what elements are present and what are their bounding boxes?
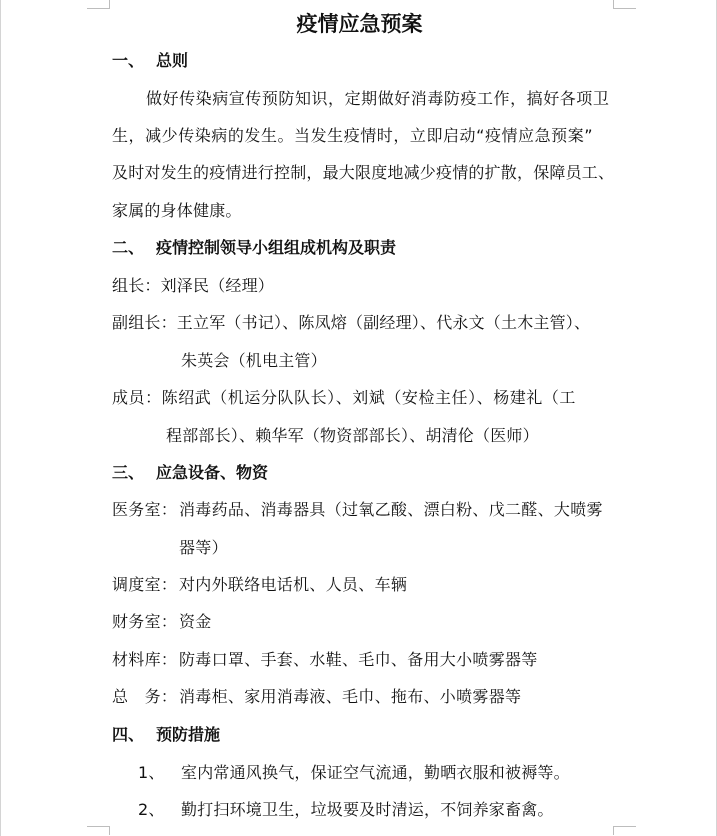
section-2-title: 疫情控制领导小组组成机构及职责	[156, 238, 397, 257]
section-4-number: 四、	[112, 725, 145, 744]
members-line-continued: 程部部长）、赖华军（物资部部长）、胡清伦（医师）	[166, 426, 539, 445]
crop-mark-top-right	[613, 0, 636, 9]
measure-text: 室内常通风换气，保证空气流通，勤晒衣服和被褥等。	[181, 763, 570, 782]
crop-mark-top-left	[87, 0, 110, 9]
resource-label: 医务室：	[112, 500, 178, 519]
resource-value: 消毒柜、家用消毒液、毛巾、拖布、小喷雾器等	[179, 687, 522, 706]
crop-mark-bottom-right	[613, 826, 636, 835]
paragraph-line: 生，减少传染病的发生。当发生疫情时，立即启动“疫情应急预案”	[112, 126, 594, 145]
section-2-number: 二、	[112, 238, 145, 257]
section-1-title: 总则	[156, 51, 189, 70]
measure-index: 1、	[138, 763, 165, 782]
section-4-title: 预防措施	[156, 725, 221, 744]
resource-value: 对内外联络电话机、人员、车辆	[179, 575, 408, 594]
section-3-title: 应急设备、物资	[156, 463, 269, 482]
crop-mark-bottom-left	[87, 826, 110, 835]
members-line: 成员：陈绍武（机运分队队长）、刘斌（安检主任）、杨建礼（工	[112, 388, 576, 407]
resource-label: 总 务：	[112, 687, 178, 706]
section-3-number: 三、	[112, 463, 145, 482]
section-1-number: 一、	[112, 51, 145, 70]
resource-label: 财务室：	[112, 612, 178, 631]
resource-value: 防毒口罩、手套、水鞋、毛巾、备用大小喷雾器等	[179, 650, 538, 669]
resource-value: 资金	[179, 612, 212, 631]
paragraph-line: 做好传染病宣传预防知识，定期做好消毒防疫工作，搞好各项卫	[146, 89, 610, 108]
resource-value: 消毒药品、消毒器具（过氧乙酸、漂白粉、戊二醛、大喷雾	[179, 500, 603, 519]
deputy-line-continued: 朱英会（机电主管）	[181, 351, 327, 370]
resource-label: 调度室：	[112, 575, 178, 594]
section-4-heading	[112, 723, 220, 747]
paragraph-line: 及时对发生的疫情进行控制，最大限度地减少疫情的扩散，保障员工、	[112, 163, 615, 182]
resource-value-continued: 器等）	[179, 538, 228, 557]
deputy-line: 副组长：王立军（书记）、陈凤熔（副经理）、代永文（土木主管）、	[112, 313, 591, 332]
section-2-heading	[112, 236, 396, 260]
section-3-heading	[112, 461, 268, 485]
measure-text: 勤打扫环境卫生，垃圾要及时清运，不饲养家畜禽。	[181, 800, 554, 819]
resource-label: 材料库：	[112, 650, 178, 669]
measure-index: 2、	[138, 800, 165, 819]
paragraph-line: 家属的身体健康。	[112, 201, 242, 220]
section-1-heading	[112, 49, 188, 73]
document-title: 疫情应急预案	[296, 11, 423, 36]
leader-line: 组长：刘泽民（经理）	[112, 276, 275, 295]
